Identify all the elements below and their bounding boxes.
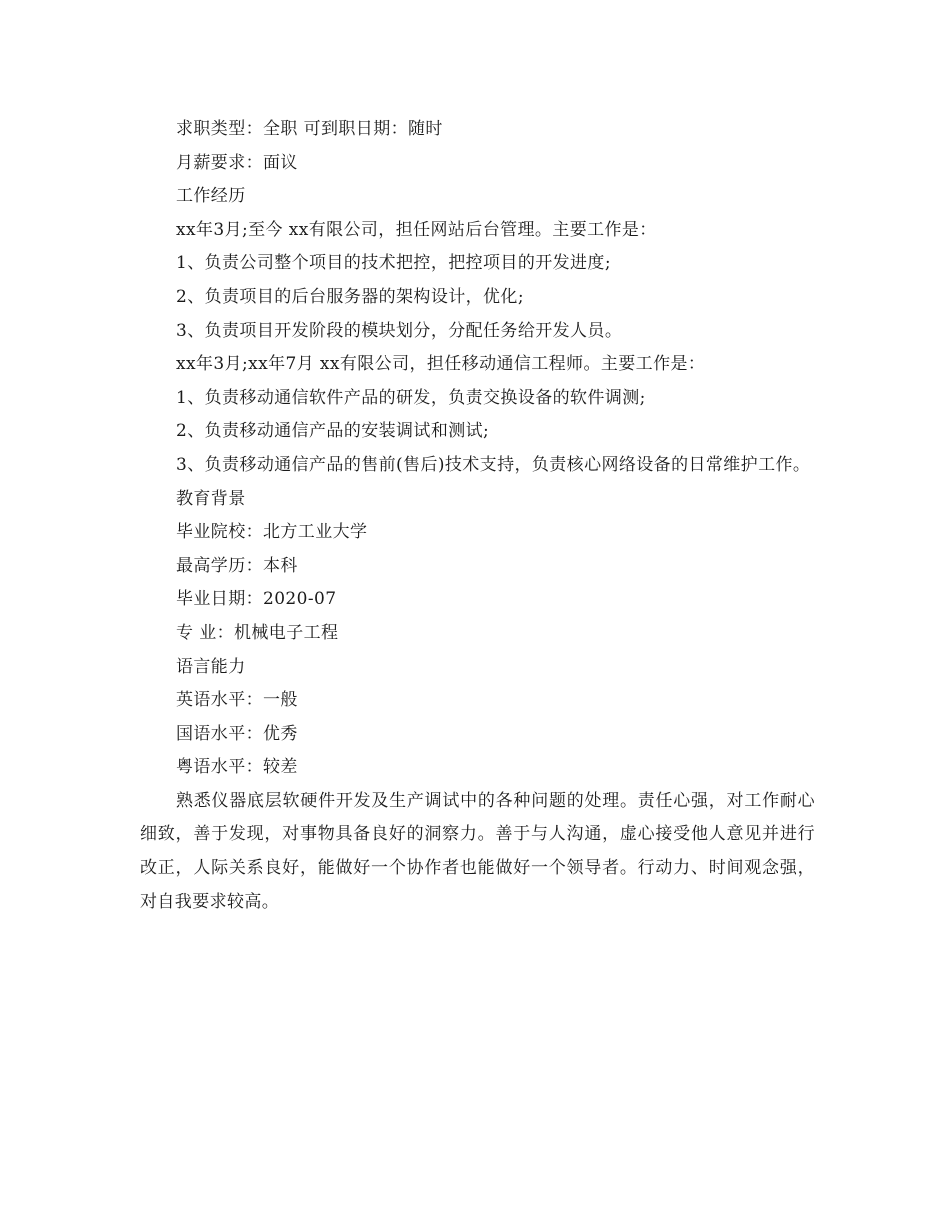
work-experience-heading: 工作经历	[176, 186, 246, 207]
graduation-date-line: 毕业日期：2020-07	[176, 589, 337, 610]
job1-duty-3: 3、负责项目开发阶段的模块划分，分配任务给开发人员。	[176, 320, 623, 341]
english-level-line: 英语水平：一般	[176, 690, 298, 711]
education-heading: 教育背景	[176, 488, 246, 509]
resume-body	[140, 113, 815, 919]
cantonese-level-line: 粤语水平：较差	[176, 757, 298, 778]
job1-line: xx年3月;至今 xx有限公司，担任网站后台管理。主要工作是：	[176, 219, 657, 240]
salary-line: 月薪要求：面议	[176, 152, 298, 173]
job-type-line: 求职类型：全职 可到职日期：随时	[176, 119, 443, 139]
job2-duty-3: 3、负责移动通信产品的售前(售后)技术支持，负责核心网络设备的日常维护工作。	[176, 454, 811, 475]
self-evaluation-paragraph: 熟悉仪器底层软硬件开发及生产调试中的各种问题的处理。责任心强，对工作耐心细致，善于发现，对事物具备良好的洞察力。善于与人沟通，虚心接受他人意见并进行改正，人际关系良好，能做好一个协作者也能做好一个领导者。行动力、时间观念强，对自我要求较高。	[140, 790, 815, 912]
job1-duty-1: 1、负责公司整个项目的技术把控，把控项目的开发进度;	[176, 253, 611, 274]
job2-duty-1: 1、负责移动通信软件产品的研发，负责交换设备的软件调测;	[176, 387, 646, 408]
job2-duty-2: 2、负责移动通信产品的安装调试和测试;	[176, 421, 490, 442]
major-line: 专 业：机械电子工程	[176, 622, 339, 643]
job1-duty-2: 2、负责项目的后台服务器的架构设计，优化;	[176, 286, 524, 307]
degree-line: 最高学历：本科	[176, 555, 298, 576]
school-line: 毕业院校：北方工业大学	[176, 522, 368, 543]
mandarin-level-line: 国语水平：优秀	[176, 723, 298, 744]
language-heading: 语言能力	[176, 656, 246, 677]
job2-line: xx年3月;xx年7月 xx有限公司，担任移动通信工程师。主要工作是：	[176, 354, 706, 375]
